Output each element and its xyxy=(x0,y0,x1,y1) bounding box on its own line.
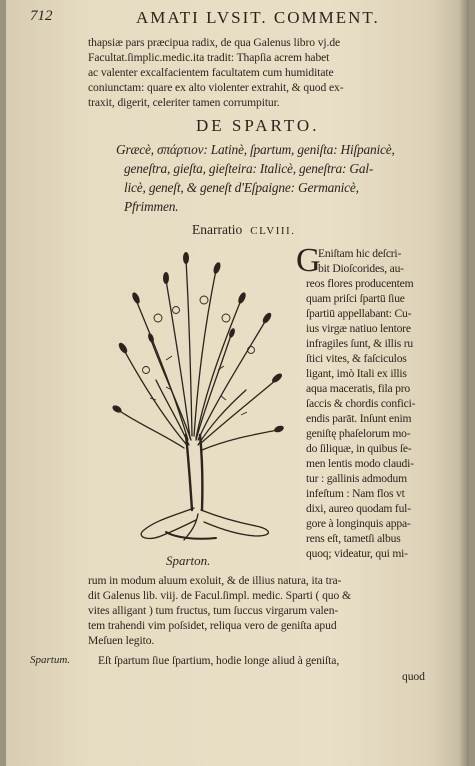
column-line: tur : gallinis admodum xyxy=(306,472,407,485)
intro-line: Facultat.ſimplic.medic.ita tradit: Thapſia acrem habet xyxy=(88,51,330,64)
column-line: infragiles ſunt, & illis ru xyxy=(306,337,413,350)
column-line: reos flores producentem xyxy=(306,277,414,290)
column-line: ius virgæ natiuo lentore xyxy=(306,322,411,335)
page-gutter-shadow xyxy=(459,0,469,766)
intro-line: coniunctam: quare ex alto violenter extrahit, & quod ex- xyxy=(88,81,344,94)
drop-cap: G xyxy=(296,242,321,279)
column-line: quoq; videatur, qui mi- xyxy=(306,547,408,560)
running-title: AMATI LVSIT. COMMENT. xyxy=(136,8,380,27)
figure-caption: Sparton. xyxy=(166,553,211,568)
synonyms-line: Pfrimmen. xyxy=(124,199,179,214)
page-number: 712 xyxy=(30,8,53,24)
column-line: rens eſt, tametſi albus xyxy=(306,532,401,545)
column-line: do ſiliquæ, in quibus ſe- xyxy=(306,442,412,455)
column-line: Eniſtam hic deſcri- xyxy=(318,247,402,260)
enarratio-label: Enarratio xyxy=(192,222,243,237)
enarratio-heading xyxy=(192,222,295,238)
synonyms-line: Græcè, σπάρτιον: Latinè, ſpartum, geniſta: Hiſpanicè, xyxy=(116,142,395,157)
column-line: ligant, imò Itali ex illis xyxy=(306,367,407,380)
body-line: dit Galenus lib. viij. de Facul.ſimpl. medic. Sparti ( quo & xyxy=(88,589,351,602)
column-line: bit Dioſcorides, au- xyxy=(318,262,404,275)
column-line: quam priſci ſpartū ſiue xyxy=(306,292,405,305)
body-line: tem trahendi vim poſsidet, reliqua vero de geniſta apud xyxy=(88,619,337,632)
enarratio-number: CLVIII. xyxy=(250,225,296,237)
column-line: ſpartiū appellabant: Cu- xyxy=(306,307,412,320)
column-line: geniſtę phaſelorum mo- xyxy=(306,427,411,440)
column-line: men lentis modo claudi- xyxy=(306,457,414,470)
body-line: Meſuen legito. xyxy=(88,634,155,647)
intro-line: thapsiæ pars præcipua radix, de qua Galenus libro vj.de xyxy=(88,36,341,49)
synonyms-line: geneſtra, gieſta, gieſteira: Italicè, geneſtra: Gal- xyxy=(124,161,374,176)
section-title: DE SPARTO. xyxy=(196,116,320,135)
body-line: Eſt ſpartum ſiue ſpartium, hodie longe aliud à geniſta, xyxy=(98,654,340,667)
synonyms-line: licè, geneſt, & geneſt d'Eſpaigne: Germanicè, xyxy=(124,180,359,195)
catchword: quod xyxy=(402,670,425,683)
column-line: gore à longinquis appa- xyxy=(306,517,411,530)
intro-line: traxit, digerit, celeriter tamen corrumpitur. xyxy=(88,96,280,109)
column-line: endis parāt. Inſunt enim xyxy=(306,412,412,425)
column-line: aqua maceratis, fila pro xyxy=(306,382,410,395)
book-page xyxy=(6,0,469,766)
broom-plant-woodcut xyxy=(106,240,291,550)
body-line: vites alligant ) tum fructus, tum ſuccus virgarum valen- xyxy=(88,604,339,617)
margin-note: Spartum. xyxy=(30,654,71,666)
column-line: dixi, aureo quodam ful- xyxy=(306,502,411,515)
column-line: ſtici vites, & faſciculos xyxy=(306,352,407,365)
body-line: rum in modum aluum exoluit, & de illius natura, ita tra- xyxy=(88,574,342,587)
column-line: ſaccis & chordis confici- xyxy=(306,397,416,410)
column-line: infeſtum : Nam flos vt xyxy=(306,487,405,500)
intro-line: ac valenter excalfacientem facultatem cum humiditate xyxy=(88,66,334,79)
